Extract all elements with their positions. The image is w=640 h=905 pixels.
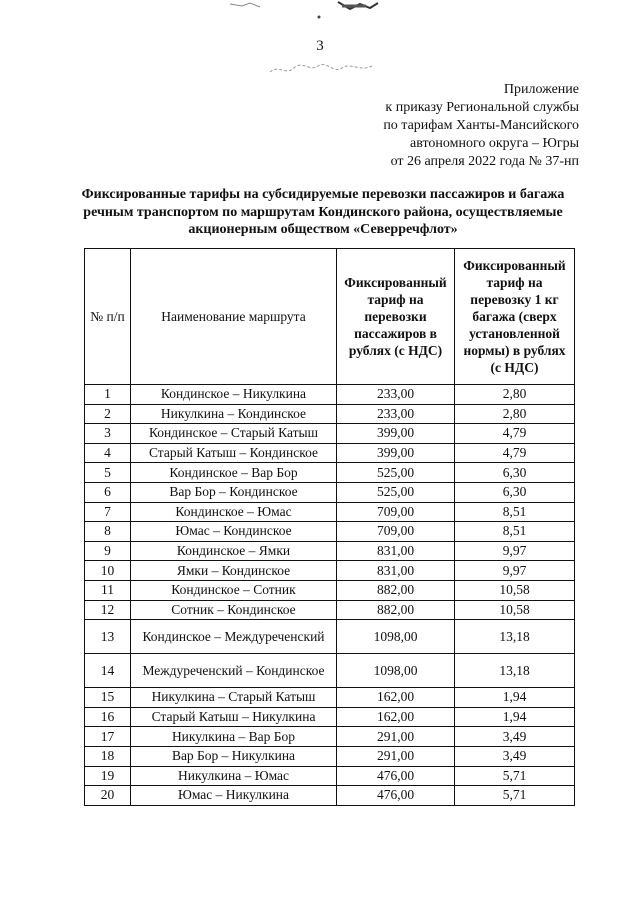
cell-baggage-tariff: 9,97: [455, 541, 575, 561]
cell-number: 6: [85, 482, 131, 502]
header-route: Наименование маршрута: [131, 249, 337, 385]
table-row: [85, 746, 575, 766]
cell-number: 8: [85, 522, 131, 542]
cell-baggage-tariff: 2,80: [455, 404, 575, 424]
document-title: [56, 186, 590, 239]
cell-baggage-tariff: 9,97: [455, 561, 575, 581]
cell-passenger-tariff: 162,00: [337, 688, 455, 708]
table-row: [85, 482, 575, 502]
cell-number: 3: [85, 424, 131, 444]
cell-number: 11: [85, 580, 131, 600]
cell-baggage-tariff: 13,18: [455, 620, 575, 654]
cell-number: 12: [85, 600, 131, 620]
cell-passenger-tariff: 709,00: [337, 522, 455, 542]
cell-route: Кондинское – Старый Катыш: [131, 424, 337, 444]
cell-passenger-tariff: 882,00: [337, 600, 455, 620]
cell-passenger-tariff: 476,00: [337, 766, 455, 786]
cell-route: Кондинское – Никулкина: [131, 385, 337, 405]
cell-route: Старый Катыш – Никулкина: [131, 707, 337, 727]
title-line-1: Фиксированные тарифы на субсидируемые перевозки пассажиров и багажа: [81, 187, 565, 202]
cell-passenger-tariff: 1098,00: [337, 620, 455, 654]
table-row: [85, 707, 575, 727]
cell-passenger-tariff: 525,00: [337, 463, 455, 483]
cell-number: 7: [85, 502, 131, 522]
cell-baggage-tariff: 6,30: [455, 482, 575, 502]
cell-route: Никулкина – Кондинское: [131, 404, 337, 424]
cell-route: Юмас – Никулкина: [131, 786, 337, 806]
cell-route: Ямки – Кондинское: [131, 561, 337, 581]
appendix-line-1: Приложение: [503, 82, 579, 97]
appendix-block: [383, 81, 579, 171]
header-baggage-tariff: Фиксированный тариф на перевозку 1 кг багажа (сверх установленной нормы) в рублях (с НДС): [455, 249, 575, 385]
table-header-row: [85, 249, 575, 385]
cell-number: 16: [85, 707, 131, 727]
tariffs-table: [84, 248, 575, 806]
table-row: [85, 600, 575, 620]
cell-route: Кондинское – Междуреченский: [131, 620, 337, 654]
cell-route: Кондинское – Юмас: [131, 502, 337, 522]
cell-number: 1: [85, 385, 131, 405]
cell-passenger-tariff: 399,00: [337, 424, 455, 444]
cell-passenger-tariff: 233,00: [337, 385, 455, 405]
cell-baggage-tariff: 8,51: [455, 502, 575, 522]
cell-route: Сотник – Кондинское: [131, 600, 337, 620]
table-row: [85, 424, 575, 444]
cell-passenger-tariff: 291,00: [337, 746, 455, 766]
cell-baggage-tariff: 10,58: [455, 600, 575, 620]
stamp-faint-mark: [268, 60, 378, 80]
cell-baggage-tariff: 4,79: [455, 424, 575, 444]
table-row: [85, 502, 575, 522]
table-row: [85, 620, 575, 654]
scan-artifact-dot: [316, 14, 322, 20]
cell-number: 10: [85, 561, 131, 581]
cell-number: 13: [85, 620, 131, 654]
table-body: [85, 385, 575, 806]
table-row: [85, 580, 575, 600]
cell-number: 15: [85, 688, 131, 708]
table-row: [85, 541, 575, 561]
cell-passenger-tariff: 709,00: [337, 502, 455, 522]
cell-number: 14: [85, 654, 131, 688]
cell-baggage-tariff: 13,18: [455, 654, 575, 688]
cell-passenger-tariff: 831,00: [337, 561, 455, 581]
table-row: [85, 654, 575, 688]
table-row: [85, 463, 575, 483]
table-row: [85, 766, 575, 786]
cell-passenger-tariff: 476,00: [337, 786, 455, 806]
cell-route: Никулкина – Юмас: [131, 766, 337, 786]
cell-passenger-tariff: 831,00: [337, 541, 455, 561]
cell-route: Старый Катыш – Кондинское: [131, 443, 337, 463]
cell-number: 9: [85, 541, 131, 561]
cell-baggage-tariff: 2,80: [455, 385, 575, 405]
cell-number: 19: [85, 766, 131, 786]
table-row: [85, 404, 575, 424]
cell-number: 20: [85, 786, 131, 806]
cell-baggage-tariff: 8,51: [455, 522, 575, 542]
cell-route: Никулкина – Старый Катыш: [131, 688, 337, 708]
cell-number: 2: [85, 404, 131, 424]
table-row: [85, 727, 575, 747]
appendix-line-4: автономного округа – Югры: [410, 136, 579, 151]
cell-passenger-tariff: 399,00: [337, 443, 455, 463]
table-row: [85, 385, 575, 405]
cell-passenger-tariff: 233,00: [337, 404, 455, 424]
scan-artifact-top: [220, 0, 400, 16]
cell-number: 17: [85, 727, 131, 747]
cell-baggage-tariff: 5,71: [455, 766, 575, 786]
cell-baggage-tariff: 4,79: [455, 443, 575, 463]
cell-route: Никулкина – Вар Бор: [131, 727, 337, 747]
header-passenger-tariff: Фиксированный тариф на перевозки пассажиров в рублях (с НДС): [337, 249, 455, 385]
cell-baggage-tariff: 1,94: [455, 707, 575, 727]
cell-passenger-tariff: 162,00: [337, 707, 455, 727]
cell-baggage-tariff: 3,49: [455, 727, 575, 747]
cell-passenger-tariff: 525,00: [337, 482, 455, 502]
table-row: [85, 561, 575, 581]
cell-baggage-tariff: 3,49: [455, 746, 575, 766]
cell-route: Кондинское – Вар Бор: [131, 463, 337, 483]
page-number: 3: [316, 38, 324, 54]
cell-baggage-tariff: 1,94: [455, 688, 575, 708]
table-row: [85, 688, 575, 708]
cell-route: Вар Бор – Никулкина: [131, 746, 337, 766]
cell-route: Вар Бор – Кондинское: [131, 482, 337, 502]
table-row: [85, 786, 575, 806]
cell-route: Кондинское – Ямки: [131, 541, 337, 561]
cell-passenger-tariff: 1098,00: [337, 654, 455, 688]
appendix-line-2: к приказу Региональной службы: [385, 100, 579, 115]
cell-baggage-tariff: 5,71: [455, 786, 575, 806]
title-line-3: акционерным обществом «Северречфлот»: [188, 222, 458, 237]
cell-passenger-tariff: 291,00: [337, 727, 455, 747]
cell-number: 4: [85, 443, 131, 463]
appendix-line-3: по тарифам Ханты-Мансийского: [383, 118, 579, 133]
appendix-line-5: от 26 апреля 2022 года № 37-нп: [390, 154, 579, 169]
header-number: № п/п: [85, 249, 131, 385]
cell-passenger-tariff: 882,00: [337, 580, 455, 600]
title-line-2: речным транспортом по маршрутам Кондинского района, осуществляемые: [83, 204, 563, 220]
table-row: [85, 443, 575, 463]
cell-number: 18: [85, 746, 131, 766]
cell-route: Междуреченский – Кондинское: [131, 654, 337, 688]
cell-baggage-tariff: 6,30: [455, 463, 575, 483]
cell-route: Кондинское – Сотник: [131, 580, 337, 600]
cell-baggage-tariff: 10,58: [455, 580, 575, 600]
cell-number: 5: [85, 463, 131, 483]
cell-route: Юмас – Кондинское: [131, 522, 337, 542]
table-row: [85, 522, 575, 542]
